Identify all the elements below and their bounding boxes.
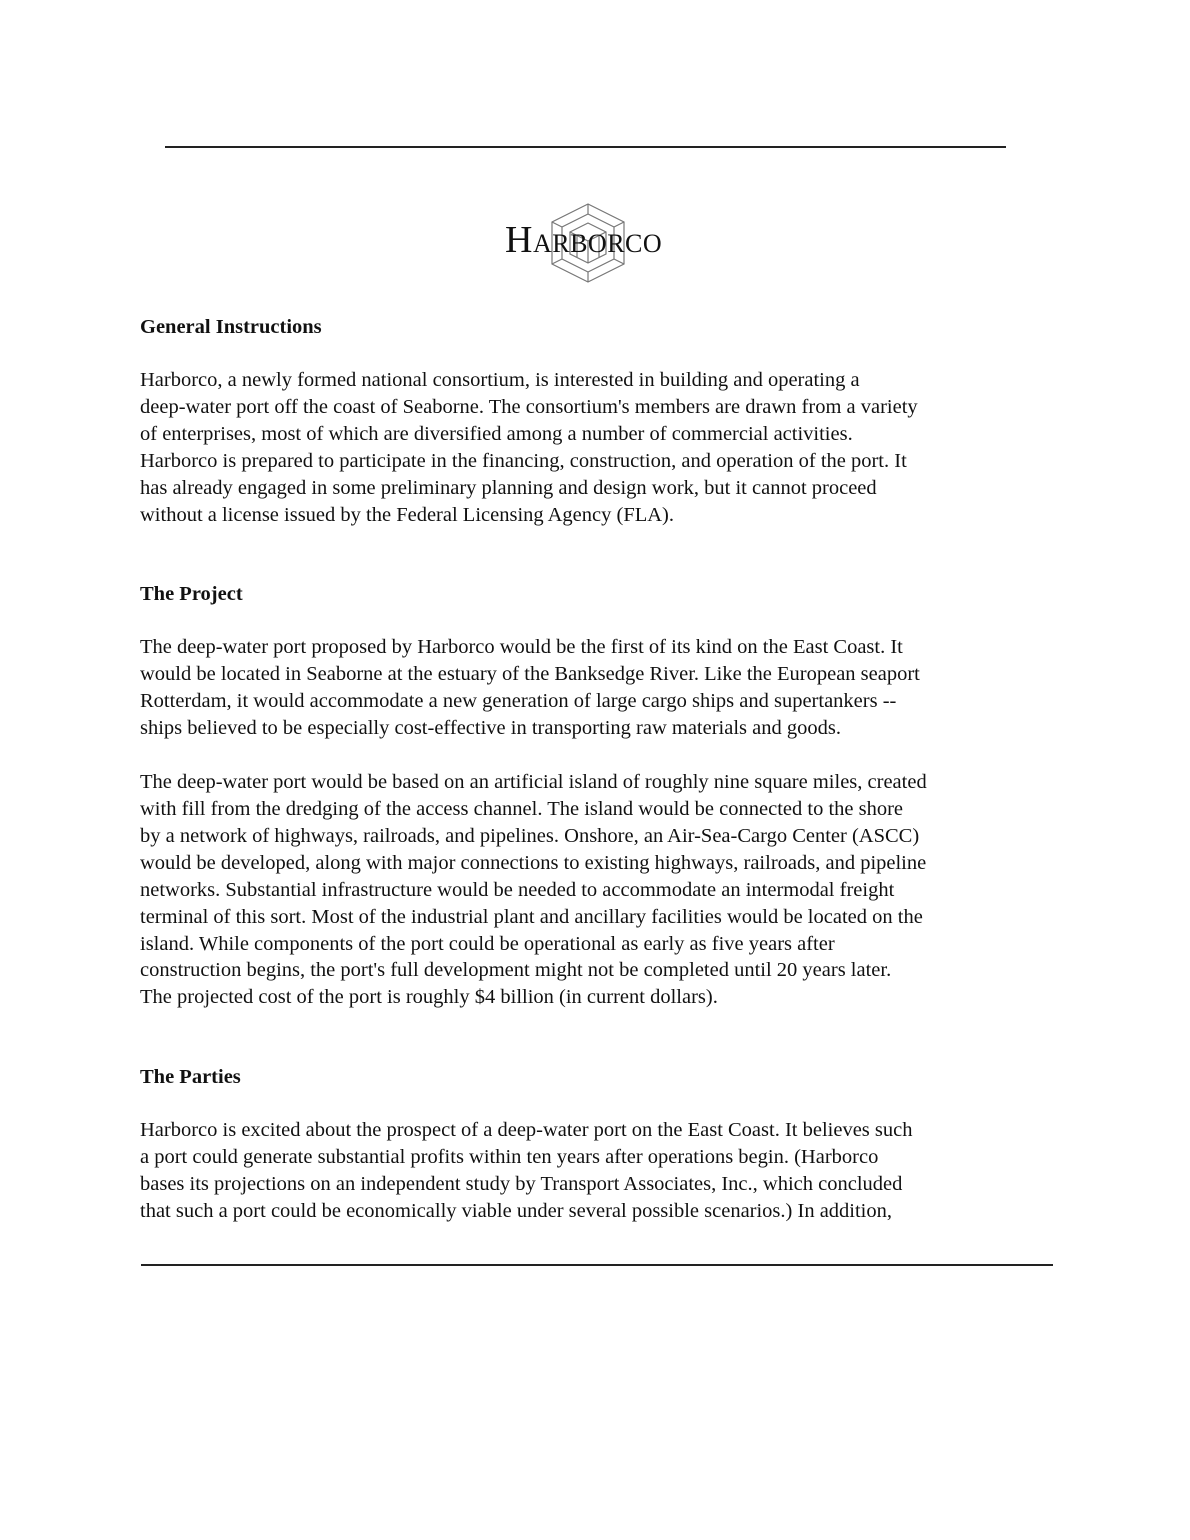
harborco-logo bbox=[500, 200, 700, 286]
paragraph-parties: Harborco is excited about the prospect of a deep-water port on the East Coast. It believes such a port could generate substantial profits within ten years after operations begin. (Harborco bases its projections on an independent study by Transport Associates, Inc., which concluded that such a port could be economically viable under several possible scenarios.) In addition, bbox=[140, 1119, 913, 1222]
paragraph-project-2: The deep-water port would be based on an artificial island of roughly nine square miles, created with fill from the dredging of the access channel. The island would be connected to the shore by a network of highways, railroads, and pipelines. Onshore, an Air-Sea-Cargo Center (ASCC) would be developed, along with major connections to existing highways, railroads, and pipeline networks. Substantial infrastructure would be needed to accommodate an intermodal freight terminal of this sort. Most of the industrial plant and ancillary facilities would be located on the island. While components of the port could be operational as early as five years after construction begins, the port's full development might not be completed until 20 years later. The projected cost of the port is roughly $4 billion (in current dollars). bbox=[140, 771, 927, 1009]
logo-wordmark bbox=[505, 220, 662, 264]
bottom-rule bbox=[141, 1264, 1053, 1266]
paragraph-general-instructions: Harborco, a newly formed national consortium, is interested in building and operating a deep-water port off the coast of Seaborne. The consortium's members are drawn from a variety of enterprises, most of which are diversified among a number of commercial activities. Harborco is prepared to participate in the financing, construction, and operation of the port. It has already engaged in some preliminary planning and design work, but it cannot proceed without a license issued by the Federal Licensing Agency (FLA). bbox=[140, 369, 918, 526]
heading-general-instructions: General Instructions bbox=[140, 316, 322, 338]
heading-the-project: The Project bbox=[140, 583, 243, 606]
heading-the-parties: The Parties bbox=[140, 1066, 241, 1089]
logo-initial: H bbox=[505, 219, 533, 261]
top-rule bbox=[165, 146, 1006, 148]
paragraph-project-1: The deep-water port proposed by Harborco would be the first of its kind on the East Coast. It would be located in Seaborne at the estuary of the Banksedge River. Like the European seaport Rotterdam, it would accommodate a new generation of large cargo ships and supertankers -- ships believed to be especially cost-effective in transporting raw materials and goods. bbox=[140, 636, 920, 740]
document-body bbox=[140, 312, 1055, 1225]
logo-rest: ARBORCO bbox=[532, 229, 663, 258]
